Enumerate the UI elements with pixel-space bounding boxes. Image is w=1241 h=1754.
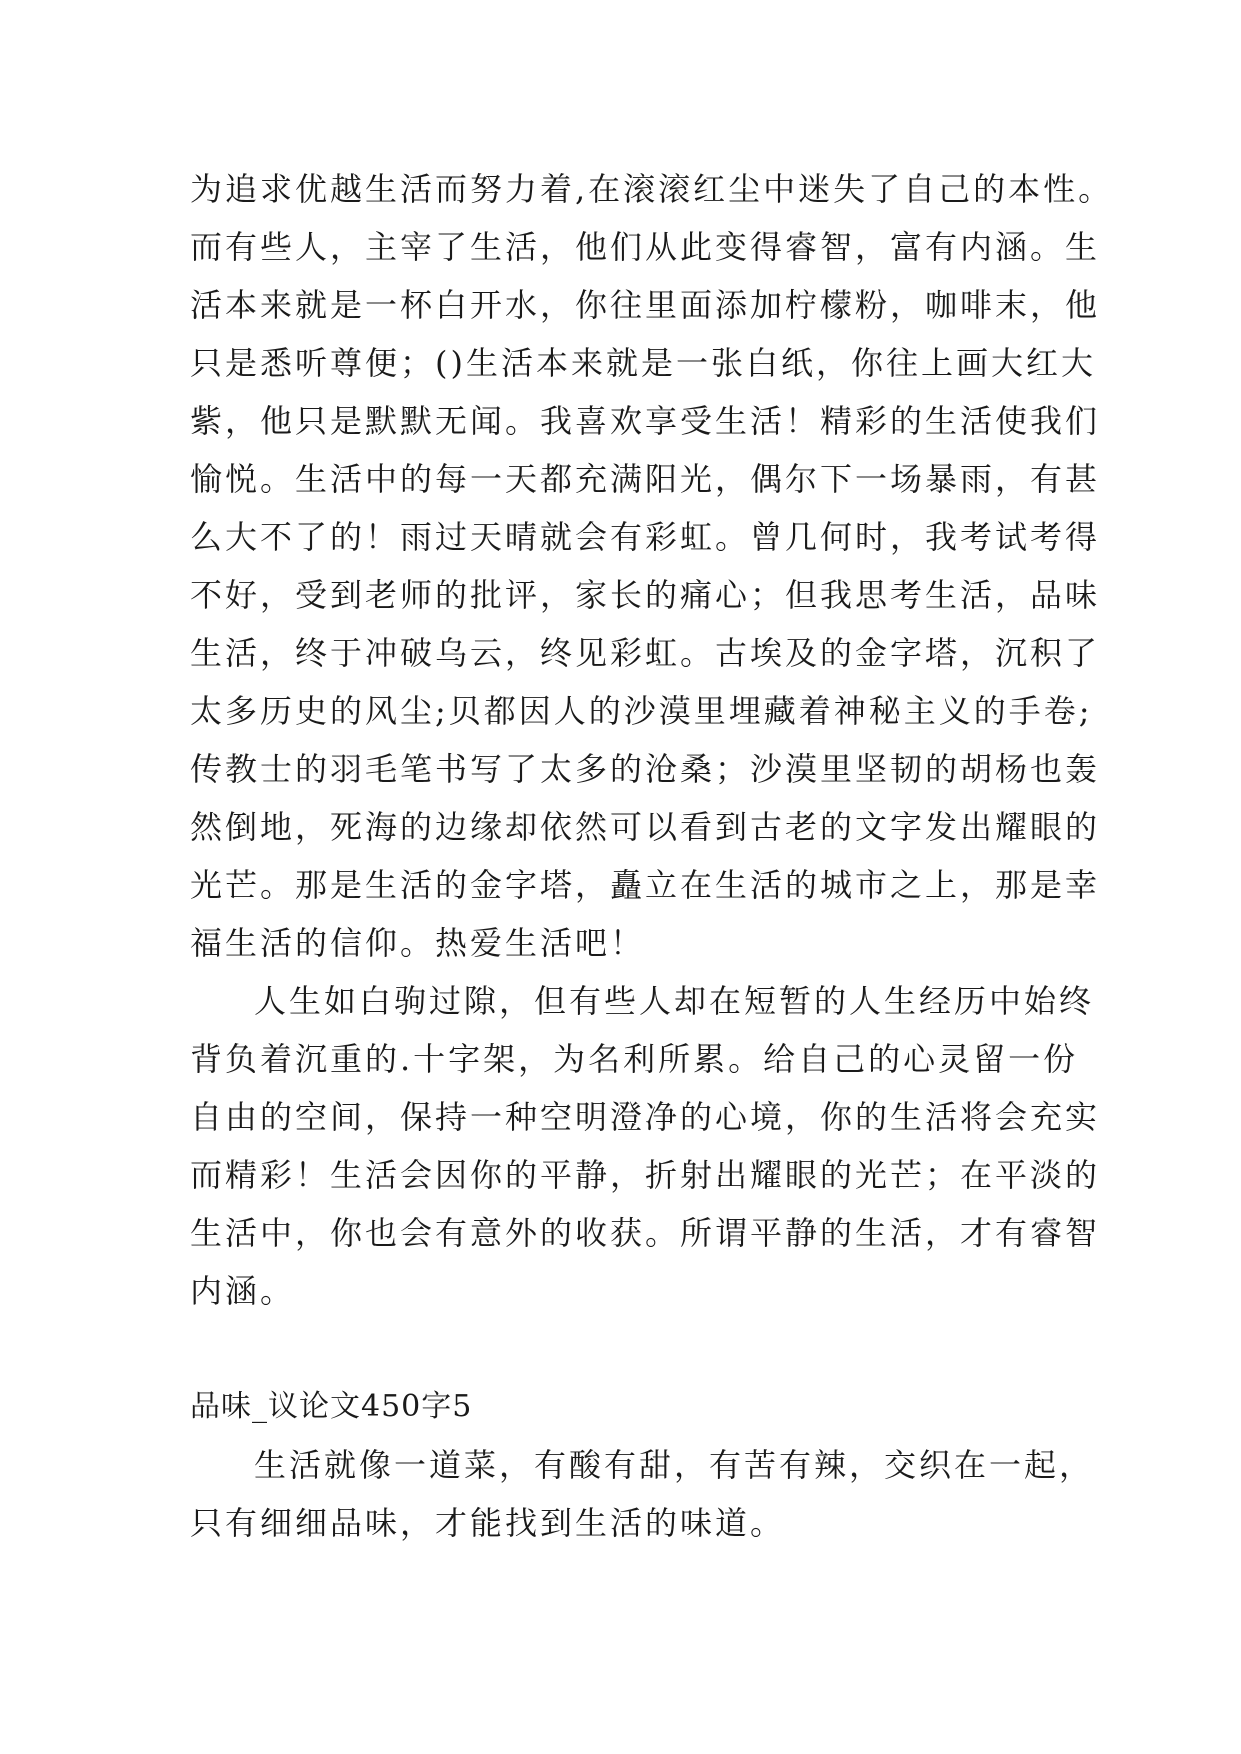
section-title: 品味_议论文450字5	[190, 1389, 473, 1424]
paragraph-3	[190, 1436, 1100, 1552]
text-line: 内涵。	[190, 1272, 296, 1310]
text-line: 生活中，你也会有意外的收获。所谓平静的生活，才有睿智	[190, 1214, 1101, 1252]
text-line: 紫，他只是默默无闻。我喜欢享受生活！精彩的生活使我们	[190, 402, 1101, 440]
text-line: 生活就像一道菜，有酸有甜，有苦有辣，交织在一起，	[254, 1446, 1095, 1484]
text-line: 不好，受到老师的批评，家长的痛心；但我思考生活，品味	[190, 576, 1101, 614]
text-line: 生活，终于冲破乌云，终见彩虹。古埃及的金字塔，沉积了	[190, 634, 1101, 672]
paragraph-spacer	[190, 1320, 1100, 1378]
text-line: 传教士的羽毛笔书写了太多的沧桑；沙漠里坚韧的胡杨也轰	[190, 750, 1101, 788]
text-line: 活本来就是一杯白开水，你往里面添加柠檬粉，咖啡末，他	[190, 286, 1101, 324]
document-body	[190, 160, 1114, 1552]
text-line: 只是悉听尊便；()生活本来就是一张白纸，你往上画大红大	[190, 344, 1096, 382]
text-line: 为追求优越生活而努力着,在滚滚红尘中迷失了自己的本性。	[190, 170, 1114, 208]
text-line: 太多历史的风尘;贝都因人的沙漠里埋藏着神秘主义的手卷;	[190, 692, 1093, 730]
paragraph-1	[190, 160, 1114, 972]
paragraph-2	[190, 972, 1100, 1320]
text-line: 光芒。那是生活的金字塔，矗立在生活的城市之上，那是幸	[190, 866, 1101, 904]
text-line: 么大不了的！雨过天晴就会有彩虹。曾几何时，我考试考得	[190, 518, 1101, 556]
text-line: 然倒地，死海的边缘却依然可以看到古老的文字发出耀眼的	[190, 808, 1101, 846]
text-line: 福生活的信仰。热爱生活吧！	[190, 924, 646, 962]
text-line: 自由的空间，保持一种空明澄净的心境，你的生活将会充实	[190, 1098, 1101, 1136]
text-line: 只有细细品味，才能找到生活的味道。	[190, 1504, 786, 1542]
text-line: 而精彩！生活会因你的平静，折射出耀眼的光芒；在平淡的	[190, 1156, 1101, 1194]
text-line: 人生如白驹过隙，但有些人却在短暂的人生经历中始终	[254, 982, 1095, 1020]
text-line: 愉悦。生活中的每一天都充满阳光，偶尔下一场暴雨，有甚	[190, 460, 1101, 498]
text-line: 背负着沉重的.十字架，为名利所累。给自己的心灵留一份	[190, 1040, 1079, 1078]
text-line: 而有些人，主宰了生活，他们从此变得睿智，富有内涵。生	[190, 228, 1101, 266]
